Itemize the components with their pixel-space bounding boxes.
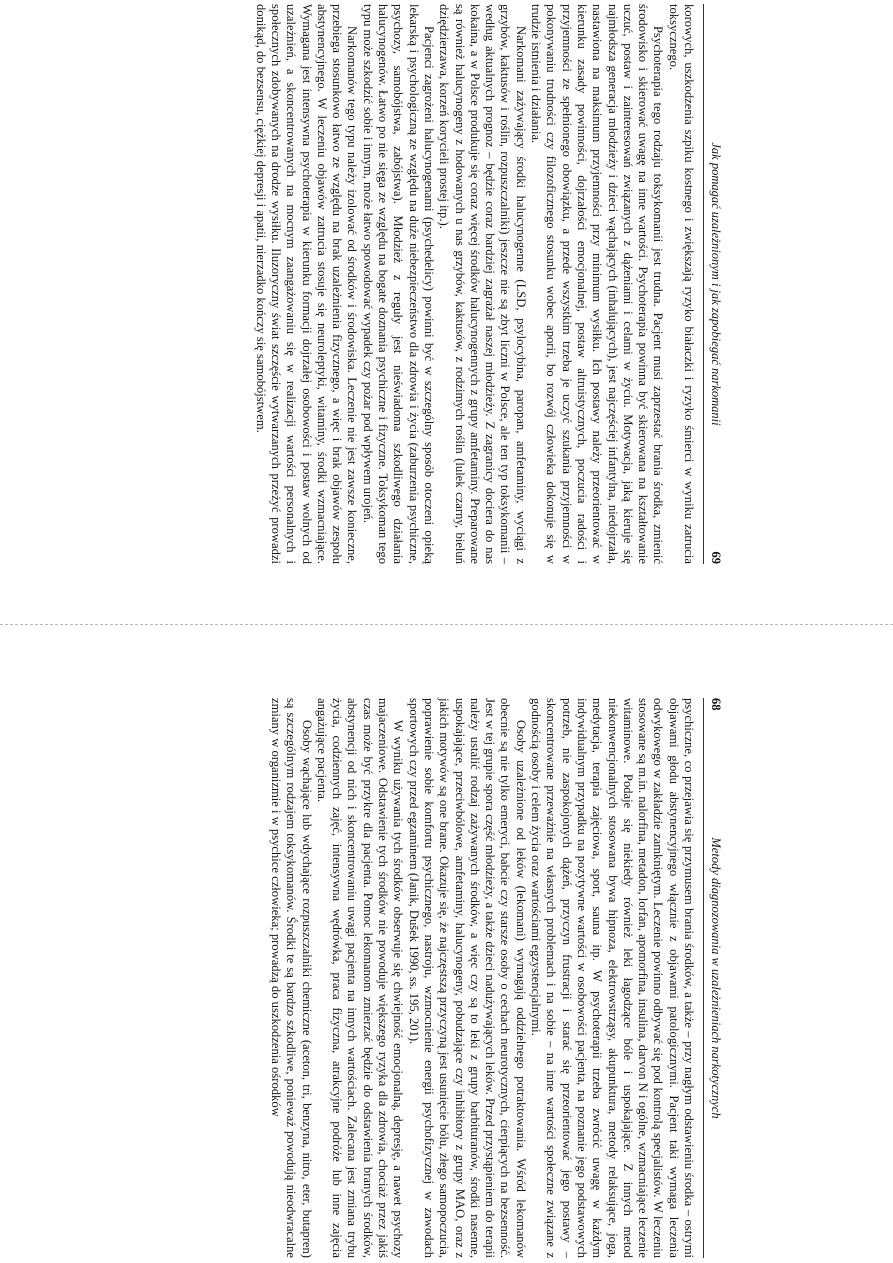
right-page xyxy=(26,4,726,564)
paragraph: W wyniku używania tych środków obserwuje się chwiejność emocjonalną, depresję, a nawet psychozy majaczeniowe. Odstawienie tych środków nie powoduje większego ryzyka dla zdrowia, chociaż przez jakiś czas może być przykre dla pacjenta. Pomoc lekomanom zmierzać będzie do odstawienia branych środków, abstynencji od nich i skoncentrowaniu uwagi pacjenta na innych wartościach. Zalecana jest zmiana trybu życia, codziennych zajęć, intensywna wędrówka, praca fizyczna, atrakcyjne podróże lub inne zajęcia angażujące pacjenta. xyxy=(314,698,406,1258)
paragraph: korowych, uszkodzenia szpiku kostnego i zwiększają ryzyko białaczki i ryzyko śmierci w wyniku zatrucia toksycznego. xyxy=(666,4,696,564)
paragraph: Narkomani zażywający środki halucynogenne (LSD, psylocybina, paropan, amfetaminy, wyciągi z grzybów, kaktusów i roślin, rozpuszczalniki) jeszcze nie są zbyt liczni w Polsce, ale ten typ toksykomanii – według aktualnych prognoz – będzie coraz bardziej zagrażał naszej młodzieży. Z zagranicy dociera do nas kokaina, a w Polsce produkuje się coraz więcej środków halucynogennych z grupy amfetaminy. Preparowane są również halucynogeny z hodowanych u nas grzybów, kaktusów, z rodzimych roślin (lulek czarny, bieluń dziędzierzawa, korzeń korycieli prostej itp.). xyxy=(437,4,528,564)
paragraph: Osoby uzależnione od leków (lekomani) wymagają oddzielnego potraktowania. Wśród lekomanów obecnie są nie tylko emeryci, babcie czy starsze osoby o cechach neurotycznych, cierpiących na bezsenność. Jest w tej grupie spora część młodzieży, a także dzieci nadużywających leków. Przed przystąpieniem do terapii należy ustalić rodzaj zażywanych środków, a więc czy są to leki z grupy barbituranów, środki nasenne, uspokajające, przeciwbólowe, amfetaminy, halucynogeny, pobudzające czy inhibitory z grupy MAO, oraz z jakich motywów są one brane. Okazuje się, że najczęstszą przyczyną jest usunięcie bólu, złego samopoczucia, poprawienie sobie komfortu psychicznego, nastroju, wzmocnienie energii psychofizycznej w zawodach sportowych czy przed egzaminem (Janik, Dušek 1990, ss. 195, 201). xyxy=(406,698,528,1258)
page-body xyxy=(268,698,696,1258)
running-head xyxy=(703,4,726,564)
paragraph: Narkomanów tego typu należy izolować od środków i środowiska. Leczenie nie jest zawsze konieczne, przebiega stosunkowo łatwo ze względu na brak uzależnienia fizycznego, a więc i brak objawów zespołu abstynencyjnego. W leczeniu objawów zatrucia stosuje się neuroleptyki, witaminy, środki wzmacniające. Wymagana jest intensywna psychoterapia w kierunku formacji dojrzałej osobowości i postaw wolnych od uzależnień, a skoncentrowanych na mocnym zaangażowaniu się w realizacji wartości personalnych i społecznych zdobywanych na drodze wysiłku. Iluzoryczny świat szczęście wytwarzanych przeżyć prowadzi donikąd, do bezsensu, ciężkiej depresji i apatii, nierzadko kończy się samobójstwem. xyxy=(253,4,360,564)
page-number: 68 xyxy=(709,698,723,711)
paragraph: Pacjenci zagrożeni halucynogenami (psychedelicy) powinni być w szczególny sposób otoczeni opieką lekarską i psychologiczną ze względu na duże niebezpieczeństwo dla zdrowia i życia (zaburzenia psychiczne, psychozy, samobójstwa, zabójstwa). Młodzież z reguły jest nieświadoma szkodliwego działania halucynogenów. Łatwo po nie sięga ze względu na bogate doznania psychiczne i fizyczne. Toksykoman tego typu może szkodzić sobie i innym, może łatwo spowodować wypadek czy pożar pod wpływem urojeń. xyxy=(360,4,436,564)
running-head xyxy=(703,698,726,1258)
page-body xyxy=(252,4,696,564)
page-gutter xyxy=(0,624,893,625)
running-title: Metody diagnozowania w uzależnieniach narkotycznych xyxy=(709,837,723,1119)
paragraph: psychiczne, co przejawia się przymusem brania środków, a także – przy nagłym odstawieniu środka – ostrymi objawami głodu abstynencyjnego włącznie z objawami patologicznymi. Pacjent taki wymaga leczenia odwykowego w zakładzie zamkniętym. Leczenie powinno odbywać się pod kontrolą specjalistów. W leczeniu stosowane są m.in. nalorfina, metadon, lorfan, apomorfina, insulina, darvon N i ogólne, wzmacniające leczenie witaminowe. Podaje się niekiedy również leki łagodzące bóle i uspokajające. Z innych metod niekonwencjonalnych stosowana bywa hipnoza, elektrowstrząsy, akupunktura, metody relaksujące, joga, medytacja, terapia zajęciowa, sport, sauna itp. W psychoterapii trzeba zwrócić uwagę w każdym indywidualnym przypadku na pozytywne wartości w osobowości pacjenta, na poznanie jego podstawowych potrzeb, nie zaspokojonych dążeń, przyczyn frustracji i starać się przeorientować jego postawy – skoncentrowane przeważnie na własnych problemach i na sobie – na inne wartości społeczne związane z godnością osoby i celem życia oraz wartościami egzystencjalnymi. xyxy=(529,698,696,1258)
paragraph: Psychoterapia tego rodzaju toksykomanii jest trudna. Pacjent musi zaprzestać brania środka, zmienić środowisko i skierować uwagę na inne wartości. Psychoterapia powinna być skierowana na kształtowanie uczuć, postaw i zainteresowań związanych z dążeniami i celami w życiu. Motywacja, jaką kieruje się najmłodsza generacja młodzieży i dzieci wąchających (inhalujących), jest najczęściej infantylna, niedojrzała, nastawiona na maksimum przyjemności przy minimum wysiłku. Ich postawy należy przeorientować w kierunku zasady powinności, dojrzałości emocjonalnej, postaw altruistycznych, poczucia radości i przyjemności ze spełnionego obowiązku, a przede wszystkim trzeba je uczyć szukania przyjemności w pokonywaniu trudności czy filozoficznego stosunku wobec aporii, bo rozwój człowieka dokonuje się w trudzie istnienia i działania. xyxy=(529,4,666,564)
running-title: Jak pomagać uzależnionym i jak zapobiegać narkomanii xyxy=(709,142,723,426)
left-page xyxy=(26,698,726,1258)
paragraph: Osoby wąchające lub wdychające rozpuszczalniki chemiczne (aceton, tri, benzyna, nitro, eter, butapren) są szczególnym rodzajem toksykomanów. Środki te są bardzo szkodliwe, ponieważ powodują nieodwracalne zmiany w organizmie i w psychice człowieka; prowadzą do uszkodzenia ośrodków xyxy=(268,698,314,1258)
page-number: 69 xyxy=(709,551,723,564)
